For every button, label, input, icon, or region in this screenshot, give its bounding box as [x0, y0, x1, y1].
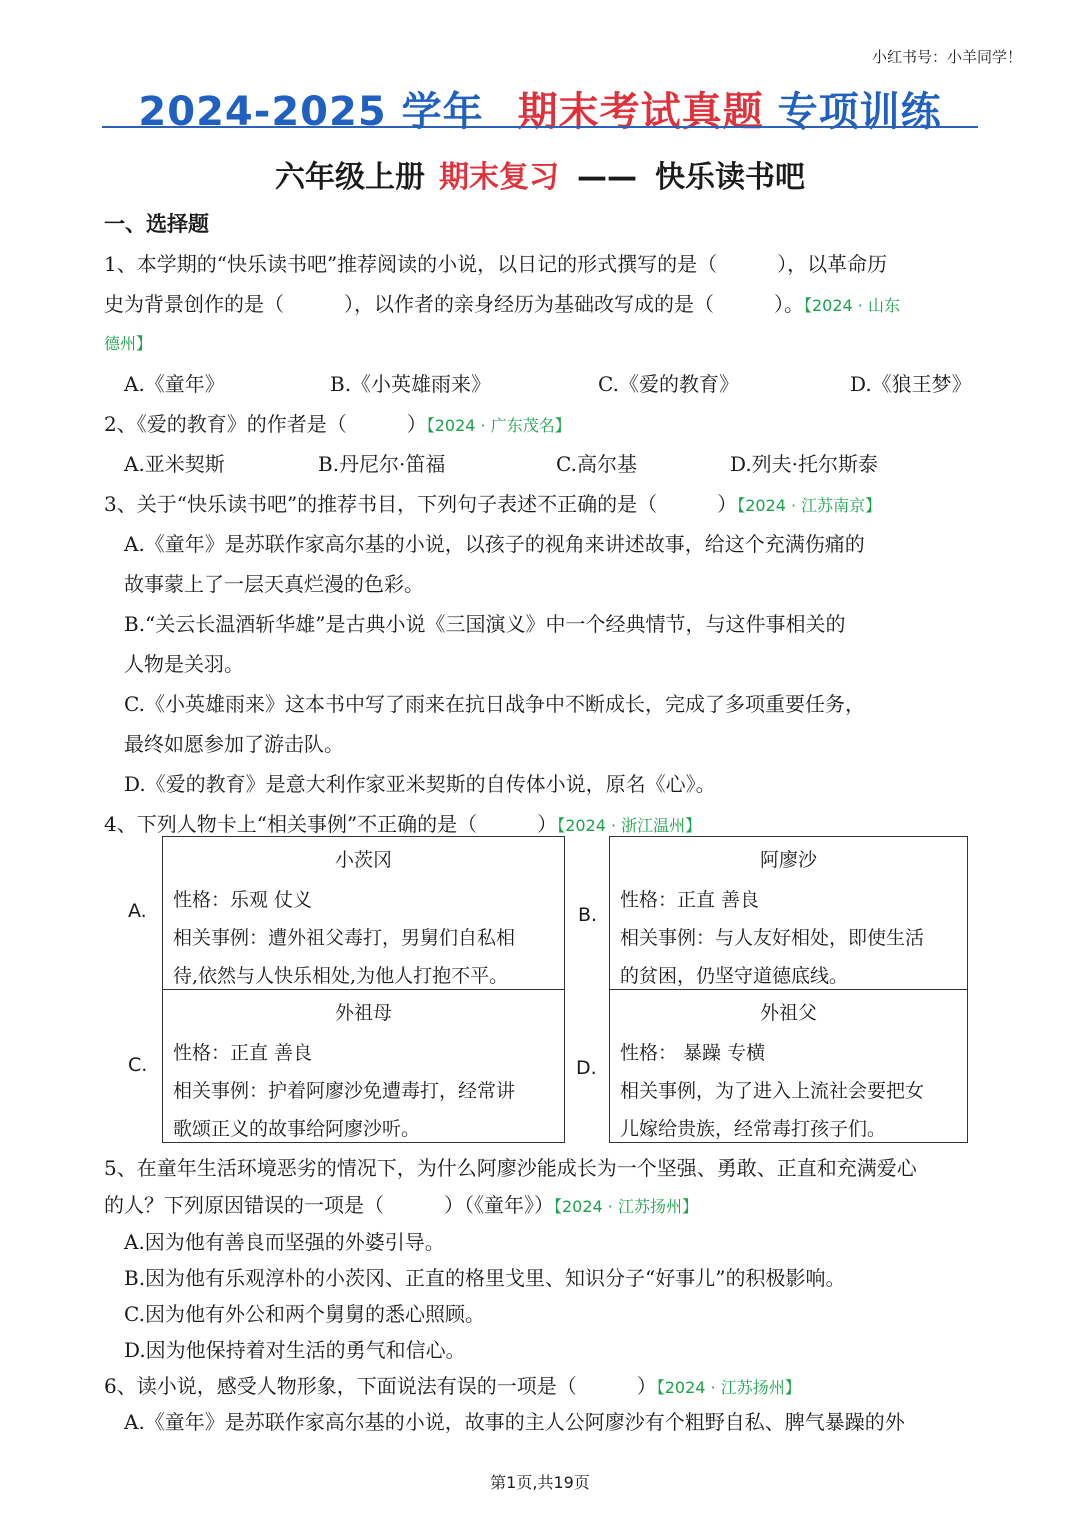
q1-option-c: C.《爱的教育》: [598, 372, 739, 396]
q2-option-b: B.丹尼尔·笛福: [318, 452, 446, 476]
q4-card-a-ex1: 相关事例：遭外祖父毒打，男舅们自私相: [173, 927, 516, 949]
q4-card-b: [609, 836, 968, 990]
q3-source: 【2024 · 江苏南京】: [737, 496, 882, 515]
q4-card-b-trait: 性格：正直 善良: [620, 889, 760, 911]
q5-option-b: B.因为他有乐观淳朴的小茨冈、正直的格里戈里、知识分子“好事儿”的积极影响。: [124, 1266, 846, 1290]
q4-card-a-letter: A.: [128, 900, 147, 922]
q4-card-b-letter: B.: [578, 904, 598, 926]
q4-card-b-ex1: 相关事例：与人友好相处，即使生活: [620, 927, 925, 949]
q1-line1: 1、本学期的“快乐读书吧”推荐阅读的小说，以日记的形式撰写的是（ ），以革命历: [104, 252, 888, 276]
q2-source: 【2024 · 广东茂名】: [426, 416, 571, 435]
q3-option-d: D.《爱的教育》是意大利作家亚米契斯的自传体小说，原名《心》。: [124, 772, 716, 796]
q4-card-d-ex1: 相关事例，为了进入上流社会要把女: [620, 1080, 925, 1102]
q2-option-c: C.高尔基: [556, 452, 637, 476]
q5-text: 的人？下列原因错误的一项是（ ）（《童年》）: [104, 1193, 554, 1217]
banner-rule: [102, 126, 978, 128]
banner-exam: 期末考试真题: [517, 89, 764, 135]
q3-option-c2: 最终如愿参加了游击队。: [124, 732, 344, 756]
q4-source: 【2024 · 浙江温州】: [557, 816, 702, 835]
banner-training: 专项训练: [777, 89, 942, 135]
q2-option-a: A.亚米契斯: [124, 452, 225, 476]
section-heading: 一、选择题: [104, 212, 209, 236]
q4-card-a: [162, 836, 565, 990]
banner-title: [0, 80, 1080, 137]
q4-card-d-letter: D.: [576, 1057, 597, 1079]
page-subtitle: [0, 152, 1080, 196]
q4-card-c-name: 外祖母: [334, 1002, 392, 1024]
q5-source: 【2024 · 江苏扬州】: [554, 1197, 698, 1216]
q4-card-a-trait: 性格：乐观 仗义: [173, 889, 313, 911]
q5-option-d: D.因为他保持着对生活的勇气和信心。: [124, 1338, 466, 1362]
q4-card-c-ex2: 歌颂正义的故事给阿廖沙听。: [173, 1118, 421, 1140]
q1-line2: [104, 288, 900, 317]
subtitle-dash: ——: [577, 160, 637, 195]
q3-text: 3、关于“快乐读书吧”的推荐书目，下列句子表述不正确的是（ ）: [104, 492, 738, 516]
q3-option-b1: B.“关云长温酒斩华雄”是古典小说《三国演义》中一个经典情节，与这件事相关的: [124, 612, 846, 636]
q1-source-b: 德州】: [104, 334, 153, 353]
q5-line2: [104, 1189, 698, 1218]
banner-year: 2024-2025 学年: [138, 89, 484, 135]
q4-card-b-name: 阿廖沙: [759, 849, 817, 871]
q4-card-c-trait: 性格：正直 善良: [173, 1042, 313, 1064]
subtitle-topic: 快乐读书吧: [655, 160, 805, 195]
q4-card-a-name: 小茨冈: [334, 849, 392, 871]
q4-card-b-ex2: 的贫困，仍坚守道德底线。: [620, 965, 849, 987]
q3-option-c1: C.《小英雄雨来》这本书中写了雨来在抗日战争中不断成长，完成了多项重要任务，: [124, 692, 865, 716]
q4-card-d-ex2: 儿嫁给贵族，经常毒打孩子们。: [620, 1118, 887, 1140]
q3-line1: [104, 488, 881, 517]
q4-card-d-name: 外祖父: [759, 1002, 817, 1024]
page-number: 第1页,共19页: [490, 1473, 590, 1492]
q4-card-a-ex2: 待,依然与人快乐相处,为他人打抱不平。: [173, 965, 509, 987]
q5-option-c: C.因为他有外公和两个舅舅的悉心照顾。: [124, 1302, 485, 1326]
q3-option-b2: 人物是关羽。: [124, 652, 244, 676]
q4-card-d: [609, 989, 968, 1143]
q6-option-a: A.《童年》是苏联作家高尔基的小说，故事的主人公阿廖沙有个粗野自私、脾气暴躁的外: [124, 1410, 905, 1434]
q4-card-c-ex1: 相关事例：护着阿廖沙免遭毒打，经常讲: [173, 1080, 516, 1102]
q4-card-c-letter: C.: [128, 1054, 148, 1076]
q6-source: 【2024 · 江苏扬州】: [656, 1378, 801, 1397]
q2-text: 2、《爱的教育》的作者是（ ）: [104, 412, 427, 436]
q1-source-a: 【2024 · 山东: [804, 296, 900, 315]
q6-line1: [104, 1370, 801, 1399]
q4-card-d-trait: 性格： 暴躁 专横: [620, 1042, 766, 1064]
q4-card-c: [162, 989, 565, 1143]
q6-text: 6、读小说，感受人物形象，下面说法有误的一项是（ ）: [104, 1374, 657, 1398]
q1-line2-text: 史为背景创作的是（ ），以作者的亲身经历为基础改写成的是（ ）。: [104, 292, 804, 316]
q1-option-b: B.《小英雄雨来》: [330, 372, 492, 396]
q4-text: 4、下列人物卡上“相关事例”不正确的是（ ）: [104, 812, 558, 836]
q3-option-a1: A.《童年》是苏联作家高尔基的小说，以孩子的视角来讲述故事，给这个充满伤痛的: [124, 532, 865, 556]
q2-option-d: D.列夫·托尔斯泰: [730, 452, 879, 476]
q5-option-a: A.因为他有善良而坚强的外婆引导。: [124, 1230, 445, 1254]
subtitle-review: 期末复习: [439, 160, 559, 195]
watermark: 小红书号：小羊同学！: [871, 48, 1022, 66]
subtitle-grade: 六年级上册: [275, 160, 425, 195]
q2-line1: [104, 408, 571, 437]
q3-option-a2: 故事蒙上了一层天真烂漫的色彩。: [124, 572, 424, 596]
q1-option-d: D.《狼王梦》: [850, 372, 972, 396]
q1-option-a: A.《童年》: [124, 372, 225, 396]
q4-line1: [104, 808, 701, 837]
q5-line1: 5、在童年生活环境恶劣的情况下，为什么阿廖沙能成长为一个坚强、勇敢、正直和充满爱心: [104, 1156, 917, 1180]
